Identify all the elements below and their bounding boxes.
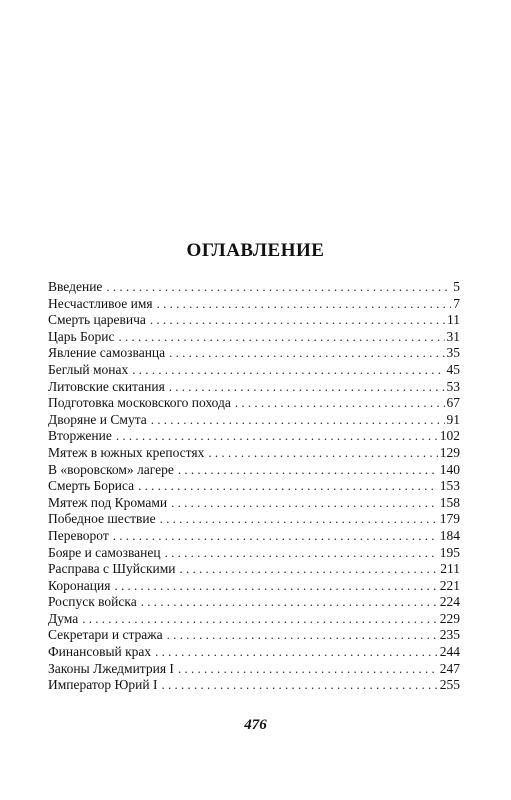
dot-leader [235, 395, 445, 412]
page-title: ОГЛАВЛЕНИЕ [186, 240, 325, 261]
toc-entry-page: 158 [439, 494, 460, 510]
toc-entry-page: 211 [440, 561, 460, 577]
toc-entry-title: Коронация [48, 577, 111, 593]
toc-entry-title: Бояре и самозванец [48, 544, 161, 560]
toc-entry-title: Беглый монах [48, 361, 129, 377]
toc-entry-page: 224 [439, 594, 460, 610]
dot-leader [150, 312, 445, 329]
toc-entry-title: Роспуск войска [48, 594, 137, 610]
toc-entry [48, 379, 460, 396]
dot-leader [208, 445, 437, 462]
toc-entry-page: 255 [439, 677, 460, 693]
toc-entry-title: В «воровском» лагере [48, 461, 174, 477]
dot-leader [171, 495, 438, 512]
toc-entry-page: 140 [439, 461, 460, 477]
dot-leader [106, 279, 451, 296]
toc-entry [48, 329, 460, 346]
dot-leader [113, 528, 438, 545]
toc-entry-page: 67 [446, 395, 460, 411]
toc-entry-page: 153 [439, 478, 460, 494]
toc-entry-page: 235 [439, 627, 460, 643]
toc-entry-page: 244 [439, 644, 460, 660]
dot-leader [178, 462, 438, 479]
toc-entry [48, 428, 460, 445]
dot-leader [141, 594, 438, 611]
toc-entry-page: 129 [439, 444, 460, 460]
toc-entry [48, 412, 460, 429]
dot-leader [151, 412, 445, 429]
table-of-contents [48, 279, 460, 694]
toc-entry [48, 462, 460, 479]
toc-entry-page: 179 [439, 511, 460, 527]
toc-entry-page: 5 [453, 279, 460, 294]
toc-entry-page: 53 [446, 378, 460, 394]
toc-entry-page: 7 [453, 295, 460, 311]
toc-entry [48, 279, 460, 296]
toc-entry [48, 561, 460, 578]
toc-entry-title: Несчастливое имя [48, 295, 153, 311]
toc-entry [48, 611, 460, 628]
toc-entry [48, 545, 460, 562]
toc-entry-title: Император Юрий I [48, 677, 158, 693]
toc-entry-title: Вторжение [48, 428, 112, 444]
toc-entry [48, 478, 460, 495]
toc-entry [48, 362, 460, 379]
toc-entry-title: Секретари и стража [48, 627, 163, 643]
toc-entry [48, 627, 460, 644]
toc-entry-title: Литовские скитания [48, 378, 165, 394]
page-number: 476 [244, 717, 267, 733]
dot-leader [169, 345, 444, 362]
dot-leader [157, 296, 452, 313]
dot-leader [119, 329, 445, 346]
toc-entry-page: 91 [446, 411, 460, 427]
toc-entry-title: Дворяне и Смута [48, 411, 147, 427]
toc-entry [48, 528, 460, 545]
dot-leader [82, 611, 438, 628]
toc-entry [48, 445, 460, 462]
dot-leader [132, 362, 444, 379]
toc-entry-title: Введение [48, 279, 103, 294]
toc-entry-page: 229 [439, 610, 460, 626]
toc-entry [48, 594, 460, 611]
toc-entry [48, 644, 460, 661]
toc-entry-title: Мятеж в южных крепостях [48, 444, 205, 460]
dot-leader [114, 578, 437, 595]
toc-entry-title: Смерть царевича [48, 312, 146, 328]
toc-entry [48, 677, 460, 694]
dot-leader [138, 478, 438, 495]
toc-entry [48, 296, 460, 313]
toc-entry [48, 495, 460, 512]
toc-entry [48, 395, 460, 412]
dot-leader [180, 561, 439, 578]
toc-entry-title: Подготовка московского похода [48, 395, 231, 411]
toc-entry-page: 184 [439, 527, 460, 543]
dot-leader [160, 511, 438, 528]
toc-entry-title: Мятеж под Кромами [48, 494, 168, 510]
toc-entry-title: Законы Лжедмитрия I [48, 660, 174, 676]
toc-entry-title: Царь Борис [48, 328, 115, 344]
toc-entry-title: Дума [48, 610, 79, 626]
dot-leader [161, 677, 437, 694]
toc-entry-title: Явление самозванца [48, 345, 166, 361]
dot-leader [178, 661, 438, 678]
toc-entry-title: Переворот [48, 527, 109, 543]
toc-entry-page: 247 [439, 660, 460, 676]
toc-entry-page: 31 [446, 328, 460, 344]
toc-entry [48, 511, 460, 528]
toc-entry [48, 578, 460, 595]
toc-entry [48, 661, 460, 678]
toc-entry [48, 312, 460, 329]
toc-entry-page: 102 [439, 428, 460, 444]
dot-leader [155, 644, 438, 661]
toc-entry-title: Победное шествие [48, 511, 156, 527]
toc-entry-title: Расправа с Шуйскими [48, 561, 176, 577]
toc-entry-page: 221 [439, 577, 460, 593]
toc-entry-page: 195 [439, 544, 460, 560]
dot-leader [167, 627, 438, 644]
dot-leader [116, 428, 438, 445]
toc-entry-title: Финансовый крах [48, 644, 152, 660]
toc-entry-page: 35 [446, 345, 460, 361]
toc-entry [48, 345, 460, 362]
dot-leader [165, 545, 438, 562]
toc-entry-title: Смерть Бориса [48, 478, 135, 494]
toc-entry-page: 45 [446, 361, 460, 377]
dot-leader [169, 379, 445, 396]
toc-entry-page: 11 [447, 312, 460, 328]
